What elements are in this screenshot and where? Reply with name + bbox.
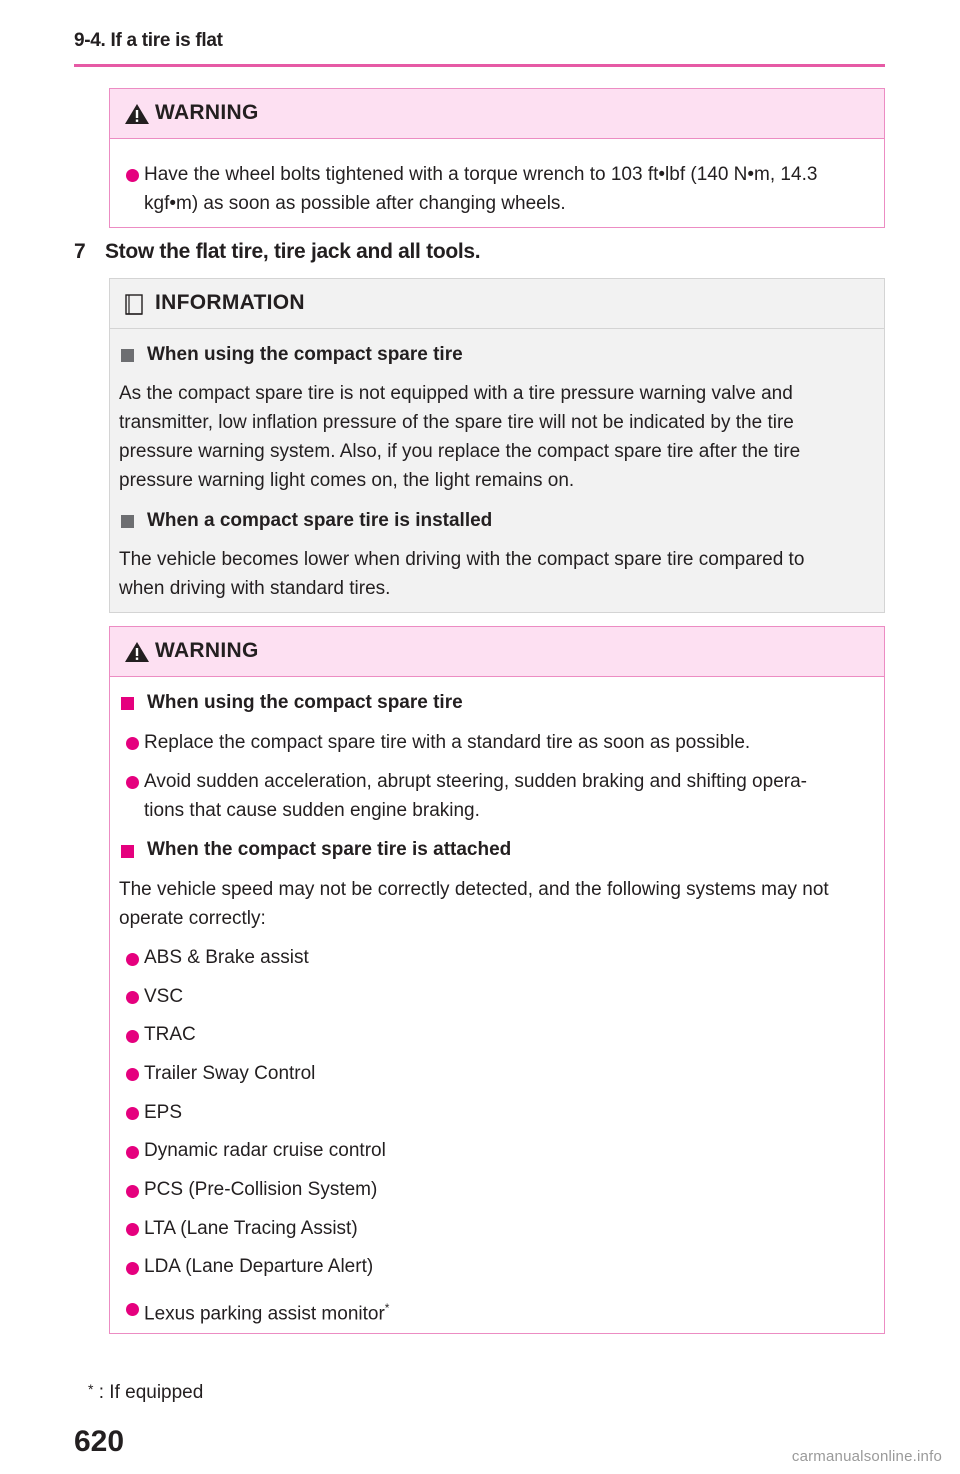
bullet-dot bbox=[126, 1185, 139, 1198]
bullet-dot bbox=[126, 169, 139, 182]
info-para-line: The vehicle becomes lower when driving with the compact spare tire compared to bbox=[119, 549, 805, 570]
warning-bullet: Replace the compact spare tire with a standard tire as soon as possible. bbox=[144, 732, 751, 753]
warning-subheading-1: When using the compact spare tire bbox=[147, 692, 463, 713]
watermark-link[interactable]: carmanualsonline.info bbox=[791, 1448, 942, 1465]
info-para-line: when driving with standard tires. bbox=[119, 578, 391, 599]
system-item: LTA (Lane Tracing Assist) bbox=[144, 1218, 358, 1239]
bullet-dot bbox=[126, 991, 139, 1004]
warning-text-line: kgf•m) as soon as possible after changing wheels. bbox=[144, 193, 566, 214]
footnote-mark: * bbox=[88, 1381, 94, 1397]
info-para-line: As the compact spare tire is not equipped with a tire pressure warning valve and bbox=[119, 383, 793, 404]
system-item: ABS & Brake assist bbox=[144, 947, 309, 968]
warning-title: WARNING bbox=[155, 639, 259, 662]
information-box bbox=[109, 278, 885, 613]
system-item: Trailer Sway Control bbox=[144, 1063, 316, 1084]
warning-bullet: tions that cause sudden engine braking. bbox=[144, 800, 480, 821]
bullet-dot bbox=[126, 1262, 139, 1275]
warning-box-1 bbox=[109, 88, 885, 228]
bullet-dot bbox=[126, 776, 139, 789]
page-number: 620 bbox=[74, 1425, 125, 1458]
system-item: LDA (Lane Departure Alert) bbox=[144, 1256, 374, 1277]
warning-header bbox=[110, 627, 884, 677]
info-book-icon bbox=[124, 293, 146, 317]
info-para-line: pressure warning light comes on, the light remains on. bbox=[119, 470, 575, 491]
bullet-dot bbox=[126, 1068, 139, 1081]
warning-title: WARNING bbox=[155, 101, 259, 124]
system-item: Lexus parking assist monitor bbox=[144, 1303, 385, 1325]
if-equipped-mark: * bbox=[384, 1301, 390, 1315]
bullet-dot bbox=[126, 1146, 139, 1159]
footnote-text: : If equipped bbox=[98, 1382, 204, 1403]
bullet-dot bbox=[126, 737, 139, 750]
warning-subheading-2: When the compact spare tire is attached bbox=[147, 839, 512, 860]
info-subheading-2: When a compact spare tire is installed bbox=[147, 510, 493, 531]
header-rule bbox=[74, 64, 885, 67]
step-7 bbox=[74, 240, 480, 264]
subheading-square bbox=[121, 515, 134, 528]
warning-header bbox=[110, 89, 884, 139]
subheading-square bbox=[121, 697, 134, 710]
info-para-line: transmitter, low inflation pressure of the spare tire will not be indicated by the tire bbox=[119, 412, 794, 433]
step-number: 7 bbox=[74, 240, 86, 263]
subheading-square bbox=[121, 845, 134, 858]
info-para-line: pressure warning system. Also, if you replace the compact spare tire after the tire bbox=[119, 441, 801, 462]
bullet-dot bbox=[126, 953, 139, 966]
warning-bullet: Avoid sudden acceleration, abrupt steering, sudden braking and shifting opera- bbox=[144, 771, 807, 792]
warning-triangle-icon bbox=[124, 103, 150, 125]
information-title: INFORMATION bbox=[155, 291, 305, 314]
bullet-dot bbox=[126, 1223, 139, 1236]
warning-para-line: operate correctly: bbox=[119, 908, 266, 929]
section-heading: 9-4. If a tire is flat bbox=[74, 30, 223, 51]
system-item: VSC bbox=[144, 986, 184, 1007]
step-text: Stow the flat tire, tire jack and all tools. bbox=[104, 240, 481, 263]
system-item: Dynamic radar cruise control bbox=[144, 1140, 386, 1161]
warning-para-line: The vehicle speed may not be correctly detected, and the following systems may not bbox=[119, 879, 829, 900]
system-item-last bbox=[144, 1296, 389, 1326]
information-header bbox=[110, 279, 884, 329]
system-item: TRAC bbox=[144, 1024, 196, 1045]
warning-box-2 bbox=[109, 626, 885, 1334]
bullet-dot bbox=[126, 1303, 139, 1316]
info-subheading-1: When using the compact spare tire bbox=[147, 344, 463, 365]
subheading-square bbox=[121, 349, 134, 362]
bullet-dot bbox=[126, 1030, 139, 1043]
warning-text-line: Have the wheel bolts tightened with a torque wrench to 103 ft•lbf (140 N•m, 14.3 bbox=[144, 164, 818, 185]
bullet-dot bbox=[126, 1107, 139, 1120]
warning-triangle-icon bbox=[124, 641, 150, 663]
footnote bbox=[88, 1381, 203, 1404]
system-item: EPS bbox=[144, 1102, 183, 1123]
system-item: PCS (Pre-Collision System) bbox=[144, 1179, 378, 1200]
